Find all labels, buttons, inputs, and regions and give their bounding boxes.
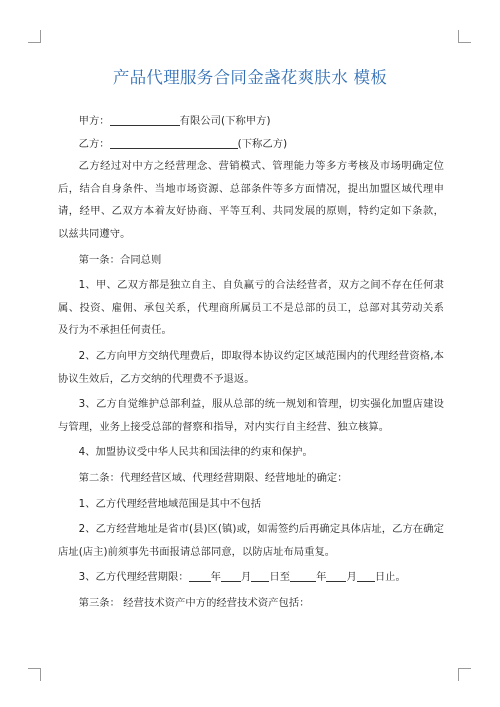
party-a-blank[interactable] — [110, 113, 180, 126]
party-b-suffix: (下称乙方) — [237, 137, 288, 150]
document-title: 产品代理服务合同金盏花爽肤水 模板 — [112, 68, 388, 87]
article1-item-4: 4、加盟协议受中华人民共和国法律的约束和保护。 — [78, 446, 313, 459]
term-prefix: 3、乙方代理经营期限： — [78, 571, 189, 584]
crop-mark-bottom-left — [28, 668, 41, 681]
party-a-line — [58, 110, 444, 133]
article2-item-1: 1、乙方代理经营地域范围是其中不包括 — [78, 497, 262, 510]
term-end-year-blank[interactable] — [290, 569, 316, 582]
article1-item-1: 1、甲、乙双方都是独立自主、自负赢亏的合法经营者，双方之间不存在任何隶属、投资、雇佣、承包关系，代理商所属员工不是总部的员工，总部对其劳动关系 及行为不承担任何责任。 — [58, 279, 444, 337]
party-b-line — [58, 133, 444, 156]
term-year-2: 年 — [316, 571, 327, 584]
intro-paragraph: 乙方经过对中方之经营理念、营销模式、管理能力等多方考核及市场明确定位 后，结合自身条件、当地市场资源、总部条件等多方面情况，提出加盟区域代理申 请，经甲、乙双方本着友好协商、平等互利、共同发展的原则，特约定如下条款， 以兹共同遵守。 — [58, 160, 444, 240]
party-b-blank[interactable] — [110, 136, 238, 149]
party-a-suffix: 有限公司(下称甲方) — [179, 115, 271, 127]
party-a-label: 甲方： — [78, 115, 110, 127]
article1-heading: 第一条：合同总则 — [78, 253, 162, 266]
crop-mark-top-right — [458, 30, 471, 43]
term-month-2: 月 — [346, 571, 357, 584]
term-start-month-blank[interactable] — [221, 569, 241, 582]
article1-item-3: 3、乙方自觉维护总部利益，服从总部的统一规划和管理，切实强化加盟店建设与管理，业务上接受总部的督察和指导，对内实行自主经营、独立核算。 — [58, 398, 444, 433]
article1-item-2: 2、乙方向甲方交纳代理费后，即取得本协议约定区域范围内的代理经营资格,本协议生效后，乙方交纳的代理费不予退返。 — [58, 349, 444, 385]
term-end-day-blank[interactable] — [357, 569, 375, 582]
article2-heading: 第二条：代理经营区域、代理经营期限、经营地址的确定： — [78, 471, 348, 484]
article2-item-3 — [58, 566, 444, 589]
term-day-2: 日止。 — [374, 571, 406, 584]
term-year-1: 年 — [210, 571, 222, 584]
crop-mark-top-left — [28, 30, 41, 43]
article3-heading: 第三条： 经营技术资产中方的经营技术资产包括： — [78, 596, 310, 609]
term-end-month-blank[interactable] — [326, 569, 346, 582]
article2-item-2: 2、乙方经营地址是省市(县)区(镇)或，如需签约后再确定具体店址，乙方在确定店址(店主)前须事先书面报请总部同意，以防店址布局重复。 — [58, 523, 444, 558]
term-month-1: 月 — [241, 571, 252, 584]
party-b-label: 乙方： — [78, 137, 110, 150]
crop-mark-bottom-right — [458, 668, 471, 681]
term-day-1: 日至 — [269, 571, 291, 584]
document-body — [58, 110, 444, 614]
term-start-day-blank[interactable] — [251, 569, 269, 582]
term-start-year-blank[interactable] — [189, 569, 211, 582]
